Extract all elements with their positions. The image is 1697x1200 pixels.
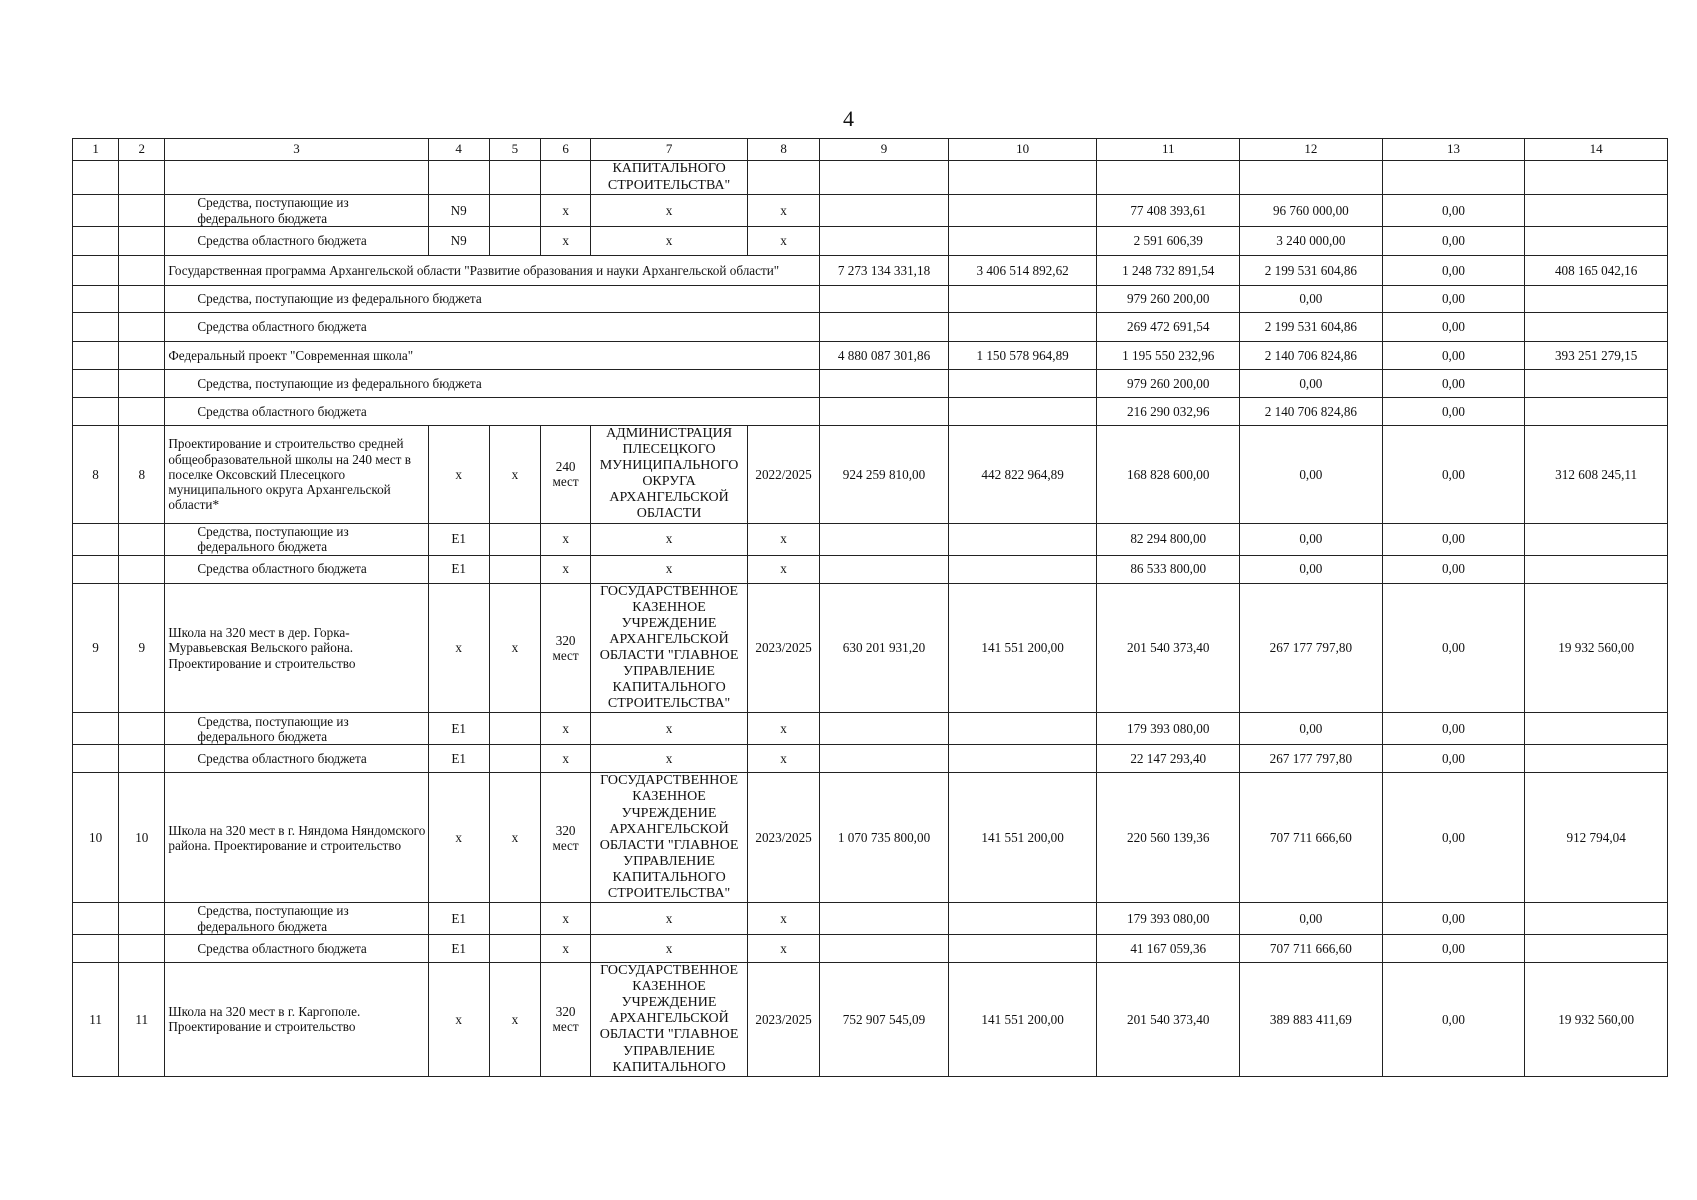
cell-col-14 [1525, 161, 1668, 195]
cell-col-5 [489, 935, 540, 963]
cell-col-2 [119, 313, 165, 342]
cell-col-1 [73, 398, 119, 426]
cell-col-8: x [747, 903, 819, 935]
column-number-1: 1 [73, 139, 119, 161]
cell-col-9 [820, 161, 949, 195]
cell-col-12: 0,00 [1240, 523, 1383, 555]
cell-col-14 [1525, 713, 1668, 745]
cell-col-9 [820, 523, 949, 555]
cell-col-6: 320 мест [541, 583, 591, 713]
cell-col-12: 0,00 [1240, 426, 1383, 524]
budget-table [72, 138, 1668, 1077]
cell-col-5 [489, 903, 540, 935]
cell-col-12: 2 199 531 604,86 [1240, 313, 1383, 342]
table-row [73, 555, 1668, 583]
cell-col-14 [1525, 195, 1668, 227]
cell-col-6: x [541, 745, 591, 773]
column-number-7: 7 [591, 139, 748, 161]
cell-col-4: E1 [428, 713, 489, 745]
cell-col-6: x [541, 903, 591, 935]
customer-org: x [591, 523, 748, 555]
cell-col-2 [119, 398, 165, 426]
cell-col-14 [1525, 227, 1668, 256]
cell-col-10 [948, 935, 1097, 963]
table-row [73, 313, 1668, 342]
cell-col-13: 0,00 [1382, 370, 1525, 398]
cell-col-11 [1097, 161, 1240, 195]
cell-col-4: E1 [428, 523, 489, 555]
cell-col-2 [119, 227, 165, 256]
cell-col-10 [948, 745, 1097, 773]
table-row [73, 370, 1668, 398]
item-name: Средства областного бюджета [165, 935, 428, 963]
cell-col-12 [1240, 161, 1383, 195]
customer-org: КАПИТАЛЬНОГО СТРОИТЕЛЬСТВА" [591, 161, 748, 195]
cell-col-2 [119, 903, 165, 935]
cell-col-1 [73, 370, 119, 398]
cell-col-13: 0,00 [1382, 227, 1525, 256]
cell-col-1 [73, 195, 119, 227]
cell-col-8: x [747, 713, 819, 745]
customer-org: ГОСУДАРСТВЕННОЕ КАЗЕННОЕ УЧРЕЖДЕНИЕ АРХАНГЕЛЬСКОЙ ОБЛАСТИ "ГЛАВНОЕ УПРАВЛЕНИЕ КАПИТАЛЬНОГО СТРОИТЕЛЬСТВА" [591, 583, 748, 713]
cell-col-13 [1382, 161, 1525, 195]
cell-col-12: 389 883 411,69 [1240, 963, 1383, 1077]
cell-col-11: 179 393 080,00 [1097, 713, 1240, 745]
table-row [73, 745, 1668, 773]
cell-col-12: 707 711 666,60 [1240, 773, 1383, 903]
item-name: Проектирование и строительство средней общеобразовательной школы на 240 мест в поселке Оксовский Плесецкого муниципального округа Архангельской области* [165, 426, 428, 524]
cell-col-9: 752 907 545,09 [820, 963, 949, 1077]
cell-col-9 [820, 903, 949, 935]
cell-col-2: 10 [119, 773, 165, 903]
cell-col-10 [948, 227, 1097, 256]
cell-col-13: 0,00 [1382, 963, 1525, 1077]
cell-col-5 [489, 161, 540, 195]
cell-col-4: N9 [428, 227, 489, 256]
program-label: Средства областного бюджета [165, 398, 820, 426]
cell-col-1: 9 [73, 583, 119, 713]
cell-col-10 [948, 161, 1097, 195]
cell-col-9: 7 273 134 331,18 [820, 256, 949, 286]
cell-col-5: x [489, 963, 540, 1077]
cell-col-2 [119, 195, 165, 227]
table-row [73, 713, 1668, 745]
table-row [73, 583, 1668, 713]
customer-org: x [591, 745, 748, 773]
cell-col-12: 0,00 [1240, 903, 1383, 935]
customer-org: x [591, 195, 748, 227]
cell-col-9 [820, 286, 949, 313]
cell-col-9 [820, 227, 949, 256]
cell-col-10: 141 551 200,00 [948, 583, 1097, 713]
cell-col-4: x [428, 773, 489, 903]
cell-col-6: 320 мест [541, 773, 591, 903]
cell-col-1: 8 [73, 426, 119, 524]
cell-col-10: 3 406 514 892,62 [948, 256, 1097, 286]
column-number-14: 14 [1525, 139, 1668, 161]
cell-col-9: 1 070 735 800,00 [820, 773, 949, 903]
cell-col-6: 240 мест [541, 426, 591, 524]
cell-col-2 [119, 935, 165, 963]
table-row [73, 286, 1668, 313]
program-label: Средства областного бюджета [165, 313, 820, 342]
cell-col-5 [489, 195, 540, 227]
customer-org: x [591, 713, 748, 745]
cell-col-8: x [747, 523, 819, 555]
cell-col-13: 0,00 [1382, 256, 1525, 286]
cell-col-10: 1 150 578 964,89 [948, 342, 1097, 370]
column-number-5: 5 [489, 139, 540, 161]
cell-col-9 [820, 935, 949, 963]
column-number-12: 12 [1240, 139, 1383, 161]
item-name: Средства, поступающие из федерального бюджета [165, 523, 428, 555]
cell-col-6: x [541, 935, 591, 963]
cell-col-11: 22 147 293,40 [1097, 745, 1240, 773]
cell-col-1 [73, 286, 119, 313]
table-row [73, 963, 1668, 1077]
cell-col-2 [119, 286, 165, 313]
item-name: Средства, поступающие из федерального бюджета [165, 195, 428, 227]
cell-col-12: 0,00 [1240, 370, 1383, 398]
cell-col-9: 924 259 810,00 [820, 426, 949, 524]
cell-col-13: 0,00 [1382, 583, 1525, 713]
cell-col-13: 0,00 [1382, 342, 1525, 370]
cell-col-14 [1525, 555, 1668, 583]
column-number-4: 4 [428, 139, 489, 161]
cell-col-8: 2023/2025 [747, 963, 819, 1077]
cell-col-14: 312 608 245,11 [1525, 426, 1668, 524]
cell-col-14 [1525, 523, 1668, 555]
column-number-13: 13 [1382, 139, 1525, 161]
customer-org: x [591, 227, 748, 256]
cell-col-5 [489, 227, 540, 256]
cell-col-4: x [428, 426, 489, 524]
cell-col-11: 201 540 373,40 [1097, 583, 1240, 713]
cell-col-2 [119, 256, 165, 286]
item-name: Средства, поступающие из федерального бюджета [165, 903, 428, 935]
cell-col-2 [119, 161, 165, 195]
cell-col-5 [489, 745, 540, 773]
cell-col-10 [948, 286, 1097, 313]
cell-col-11: 269 472 691,54 [1097, 313, 1240, 342]
customer-org: АДМИНИСТРАЦИЯ ПЛЕСЕЦКОГО МУНИЦИПАЛЬНОГО ОКРУГА АРХАНГЕЛЬСКОЙ ОБЛАСТИ [591, 426, 748, 524]
cell-col-4: E1 [428, 903, 489, 935]
cell-col-8: x [747, 227, 819, 256]
cell-col-4: E1 [428, 555, 489, 583]
cell-col-12: 0,00 [1240, 713, 1383, 745]
item-name: Школа на 320 мест в дер. Горка-Муравьевская Вельского района. Проектирование и строительство [165, 583, 428, 713]
cell-col-2 [119, 713, 165, 745]
program-label: Средства, поступающие из федерального бюджета [165, 286, 820, 313]
cell-col-4: x [428, 963, 489, 1077]
program-label: Государственная программа Архангельской области "Развитие образования и науки Архангельской области" [165, 256, 820, 286]
cell-col-8: x [747, 195, 819, 227]
cell-col-5: x [489, 426, 540, 524]
cell-col-1 [73, 227, 119, 256]
cell-col-11: 1 248 732 891,54 [1097, 256, 1240, 286]
table-row [73, 195, 1668, 227]
cell-col-10: 442 822 964,89 [948, 426, 1097, 524]
cell-col-6: x [541, 227, 591, 256]
cell-col-14 [1525, 370, 1668, 398]
cell-col-10 [948, 398, 1097, 426]
cell-col-8: x [747, 555, 819, 583]
column-number-6: 6 [541, 139, 591, 161]
cell-col-13: 0,00 [1382, 713, 1525, 745]
cell-col-12: 707 711 666,60 [1240, 935, 1383, 963]
cell-col-6 [541, 161, 591, 195]
table-row [73, 523, 1668, 555]
cell-col-4: E1 [428, 935, 489, 963]
cell-col-4: E1 [428, 745, 489, 773]
cell-col-14: 393 251 279,15 [1525, 342, 1668, 370]
cell-col-13: 0,00 [1382, 773, 1525, 903]
cell-col-11: 979 260 200,00 [1097, 370, 1240, 398]
customer-org: ГОСУДАРСТВЕННОЕ КАЗЕННОЕ УЧРЕЖДЕНИЕ АРХАНГЕЛЬСКОЙ ОБЛАСТИ "ГЛАВНОЕ УПРАВЛЕНИЕ КАПИТАЛЬНОГО [591, 963, 748, 1077]
cell-col-11: 77 408 393,61 [1097, 195, 1240, 227]
table-row [73, 342, 1668, 370]
cell-col-14: 19 932 560,00 [1525, 963, 1668, 1077]
cell-col-13: 0,00 [1382, 313, 1525, 342]
column-number-8: 8 [747, 139, 819, 161]
cell-col-11: 82 294 800,00 [1097, 523, 1240, 555]
cell-col-14 [1525, 903, 1668, 935]
cell-col-13: 0,00 [1382, 903, 1525, 935]
cell-col-13: 0,00 [1382, 195, 1525, 227]
cell-col-2 [119, 342, 165, 370]
cell-col-6: 320 мест [541, 963, 591, 1077]
cell-col-4: x [428, 583, 489, 713]
table-row [73, 773, 1668, 903]
cell-col-10 [948, 370, 1097, 398]
cell-col-14 [1525, 398, 1668, 426]
customer-org: x [591, 935, 748, 963]
table-row [73, 256, 1668, 286]
page-number: 4 [843, 106, 854, 131]
cell-col-12: 2 199 531 604,86 [1240, 256, 1383, 286]
cell-col-1 [73, 342, 119, 370]
cell-col-5 [489, 523, 540, 555]
cell-col-10 [948, 555, 1097, 583]
cell-col-6: x [541, 523, 591, 555]
cell-col-12: 3 240 000,00 [1240, 227, 1383, 256]
cell-col-2: 11 [119, 963, 165, 1077]
table-row [73, 903, 1668, 935]
cell-col-14 [1525, 745, 1668, 773]
table-row [73, 398, 1668, 426]
cell-col-12: 0,00 [1240, 555, 1383, 583]
cell-col-1 [73, 713, 119, 745]
cell-col-9 [820, 398, 949, 426]
program-label: Федеральный проект "Современная школа" [165, 342, 820, 370]
cell-col-6: x [541, 713, 591, 745]
cell-col-5 [489, 713, 540, 745]
customer-org: x [591, 555, 748, 583]
cell-col-11: 41 167 059,36 [1097, 935, 1240, 963]
cell-col-14: 912 794,04 [1525, 773, 1668, 903]
cell-col-8: 2023/2025 [747, 583, 819, 713]
column-number-3: 3 [165, 139, 428, 161]
table-row [73, 426, 1668, 524]
cell-col-8: x [747, 935, 819, 963]
cell-col-11: 179 393 080,00 [1097, 903, 1240, 935]
cell-col-11: 201 540 373,40 [1097, 963, 1240, 1077]
cell-col-14: 408 165 042,16 [1525, 256, 1668, 286]
table-row [73, 161, 1668, 195]
cell-col-6: x [541, 555, 591, 583]
item-name: Средства областного бюджета [165, 227, 428, 256]
cell-col-8 [747, 161, 819, 195]
cell-col-1 [73, 745, 119, 773]
column-number-2: 2 [119, 139, 165, 161]
cell-col-5 [489, 555, 540, 583]
customer-org: x [591, 903, 748, 935]
cell-col-13: 0,00 [1382, 286, 1525, 313]
column-number-9: 9 [820, 139, 949, 161]
column-number-11: 11 [1097, 139, 1240, 161]
cell-col-1: 11 [73, 963, 119, 1077]
cell-col-12: 0,00 [1240, 286, 1383, 313]
cell-col-12: 267 177 797,80 [1240, 583, 1383, 713]
cell-col-1 [73, 256, 119, 286]
cell-col-13: 0,00 [1382, 745, 1525, 773]
cell-col-9 [820, 555, 949, 583]
customer-org: ГОСУДАРСТВЕННОЕ КАЗЕННОЕ УЧРЕЖДЕНИЕ АРХАНГЕЛЬСКОЙ ОБЛАСТИ "ГЛАВНОЕ УПРАВЛЕНИЕ КАПИТАЛЬНОГО СТРОИТЕЛЬСТВА" [591, 773, 748, 903]
cell-col-2 [119, 523, 165, 555]
cell-col-6: x [541, 195, 591, 227]
cell-col-4: N9 [428, 195, 489, 227]
item-name: Средства, поступающие из федерального бюджета [165, 713, 428, 745]
cell-col-11: 220 560 139,36 [1097, 773, 1240, 903]
cell-col-9 [820, 370, 949, 398]
cell-col-12: 96 760 000,00 [1240, 195, 1383, 227]
cell-col-9: 630 201 931,20 [820, 583, 949, 713]
cell-col-11: 979 260 200,00 [1097, 286, 1240, 313]
cell-col-9 [820, 713, 949, 745]
cell-col-10 [948, 313, 1097, 342]
cell-col-14 [1525, 313, 1668, 342]
cell-col-13: 0,00 [1382, 398, 1525, 426]
cell-col-9 [820, 195, 949, 227]
cell-col-11: 1 195 550 232,96 [1097, 342, 1240, 370]
cell-col-11: 2 591 606,39 [1097, 227, 1240, 256]
cell-col-10: 141 551 200,00 [948, 773, 1097, 903]
cell-col-1 [73, 313, 119, 342]
cell-col-1 [73, 161, 119, 195]
cell-col-12: 2 140 706 824,86 [1240, 342, 1383, 370]
cell-col-1 [73, 555, 119, 583]
cell-col-14 [1525, 935, 1668, 963]
cell-col-13: 0,00 [1382, 426, 1525, 524]
cell-col-8: 2022/2025 [747, 426, 819, 524]
cell-col-5: x [489, 583, 540, 713]
cell-col-13: 0,00 [1382, 935, 1525, 963]
item-name: Школа на 320 мест в г. Няндома Няндомского района. Проектирование и строительство [165, 773, 428, 903]
cell-col-12: 267 177 797,80 [1240, 745, 1383, 773]
column-number-10: 10 [948, 139, 1097, 161]
cell-col-1: 10 [73, 773, 119, 903]
program-label: Средства, поступающие из федерального бюджета [165, 370, 820, 398]
cell-col-9 [820, 313, 949, 342]
cell-col-4 [428, 161, 489, 195]
cell-col-2: 9 [119, 583, 165, 713]
cell-col-10 [948, 195, 1097, 227]
table-row [73, 935, 1668, 963]
cell-col-8: 2023/2025 [747, 773, 819, 903]
cell-col-11: 86 533 800,00 [1097, 555, 1240, 583]
cell-col-10: 141 551 200,00 [948, 963, 1097, 1077]
item-name [165, 161, 428, 195]
cell-col-12: 2 140 706 824,86 [1240, 398, 1383, 426]
cell-col-13: 0,00 [1382, 555, 1525, 583]
cell-col-14 [1525, 286, 1668, 313]
cell-col-1 [73, 523, 119, 555]
cell-col-11: 216 290 032,96 [1097, 398, 1240, 426]
cell-col-13: 0,00 [1382, 523, 1525, 555]
cell-col-10 [948, 523, 1097, 555]
cell-col-8: x [747, 745, 819, 773]
cell-col-10 [948, 903, 1097, 935]
cell-col-14: 19 932 560,00 [1525, 583, 1668, 713]
cell-col-2 [119, 745, 165, 773]
item-name: Средства областного бюджета [165, 745, 428, 773]
cell-col-1 [73, 903, 119, 935]
cell-col-2 [119, 555, 165, 583]
item-name: Школа на 320 мест в г. Каргополе. Проектирование и строительство [165, 963, 428, 1077]
cell-col-9 [820, 745, 949, 773]
cell-col-1 [73, 935, 119, 963]
item-name: Средства областного бюджета [165, 555, 428, 583]
header-row [73, 139, 1668, 161]
cell-col-2 [119, 370, 165, 398]
cell-col-9: 4 880 087 301,86 [820, 342, 949, 370]
cell-col-2: 8 [119, 426, 165, 524]
cell-col-10 [948, 713, 1097, 745]
cell-col-11: 168 828 600,00 [1097, 426, 1240, 524]
cell-col-5: x [489, 773, 540, 903]
table-row [73, 227, 1668, 256]
